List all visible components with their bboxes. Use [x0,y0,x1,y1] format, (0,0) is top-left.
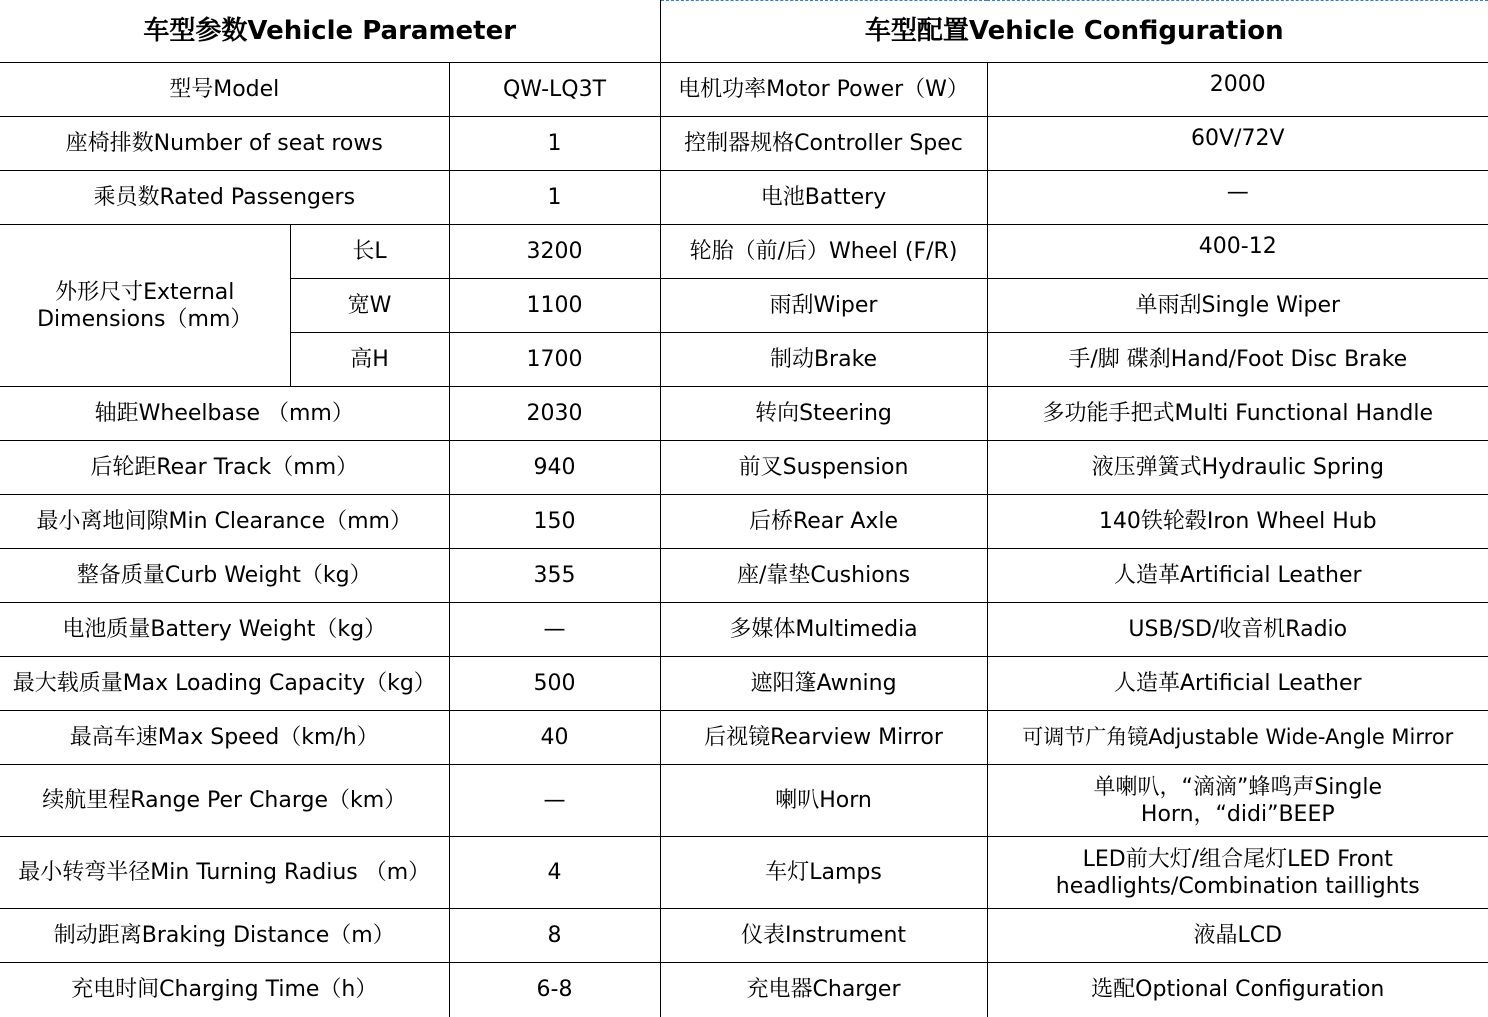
param-label-range: 续航里程Range Per Charge（km） [0,765,449,837]
config-value-instrument: 液晶LCD [987,909,1488,963]
table-header-row [0,1,1488,63]
param-value-max-loading: 500 [449,657,660,711]
lamps-value-text: LED前大灯/组合尾灯LED Front headlights/Combination taillights [1055,846,1420,899]
param-label-braking-distance: 制动距离Braking Distance（m） [0,909,449,963]
config-label-motor-power: 电机功率Motor Power（W） [660,63,987,117]
param-value-model: QW-LQ3T [449,63,660,117]
table-row [0,441,1488,495]
vehicle-parameter-header: 车型参数Vehicle Parameter [0,1,660,63]
vehicle-configuration-header: 车型配置Vehicle Configuration [660,1,1488,63]
param-value-height: 1700 [449,333,660,387]
table-row [0,387,1488,441]
config-value-wheel: 400-12 [987,225,1488,279]
config-value-horn [987,765,1488,837]
config-label-awning: 遮阳篷Awning [660,657,987,711]
param-value-curb-weight: 355 [449,549,660,603]
param-label-min-clearance: 最小离地间隙Min Clearance（mm） [0,495,449,549]
table-row [0,657,1488,711]
param-label-max-loading: 最大载质量Max Loading Capacity（kg） [0,657,449,711]
config-label-cushions: 座/靠垫Cushions [660,549,987,603]
config-value-cushions: 人造革Artificial Leather [987,549,1488,603]
horn-value-text: 单喇叭，“滴滴”蜂鸣声Single Horn，“didi”BEEP [1093,774,1382,827]
param-label-battery-weight: 电池质量Battery Weight（kg） [0,603,449,657]
config-label-brake: 制动Brake [660,333,987,387]
config-label-steering: 转向Steering [660,387,987,441]
config-value-mirror: 可调节广角镜Adjustable Wide-Angle Mirror [987,711,1488,765]
table-row [0,495,1488,549]
config-value-steering: 多功能手把式Multi Functional Handle [987,387,1488,441]
config-label-horn: 喇叭Horn [660,765,987,837]
config-value-rear-axle: 140铁轮毂Iron Wheel Hub [987,495,1488,549]
param-sublabel-width: 宽W [290,279,449,333]
param-value-range: — [449,765,660,837]
table-row [0,909,1488,963]
config-value-multimedia: USB/SD/收音机Radio [987,603,1488,657]
param-label-curb-weight: 整备质量Curb Weight（kg） [0,549,449,603]
table-row [0,171,1488,225]
config-label-suspension: 前叉Suspension [660,441,987,495]
config-value-battery: — [987,171,1488,225]
param-label-passengers: 乘员数Rated Passengers [0,171,449,225]
param-sublabel-length: 长L [290,225,449,279]
table-row [0,765,1488,837]
table-row [0,711,1488,765]
param-value-charging-time: 6-8 [449,963,660,1017]
table-row [0,837,1488,909]
param-value-max-speed: 40 [449,711,660,765]
param-label-model: 型号Model [0,63,449,117]
config-value-charger: 选配Optional Configuration [987,963,1488,1017]
param-value-min-clearance: 150 [449,495,660,549]
param-value-width: 1100 [449,279,660,333]
config-label-charger: 充电器Charger [660,963,987,1017]
config-label-instrument: 仪表Instrument [660,909,987,963]
param-label-turning-radius: 最小转弯半径Min Turning Radius （m） [0,837,449,909]
param-label-dimensions [0,225,290,387]
config-label-lamps: 车灯Lamps [660,837,987,909]
param-value-wheelbase: 2030 [449,387,660,441]
config-label-battery: 电池Battery [660,171,987,225]
config-label-mirror: 后视镜Rearview Mirror [660,711,987,765]
config-value-motor-power: 2000 [987,63,1488,117]
param-value-rear-track: 940 [449,441,660,495]
param-value-length: 3200 [449,225,660,279]
param-label-rear-track: 后轮距Rear Track（mm） [0,441,449,495]
param-sublabel-height: 高H [290,333,449,387]
config-value-brake: 手/脚 碟刹Hand/Foot Disc Brake [987,333,1488,387]
config-label-controller: 控制器规格Controller Spec [660,117,987,171]
config-value-awning: 人造革Artificial Leather [987,657,1488,711]
param-label-charging-time: 充电时间Charging Time（h） [0,963,449,1017]
table-row [0,963,1488,1017]
table-row [0,603,1488,657]
table-row [0,225,1488,279]
param-value-braking-distance: 8 [449,909,660,963]
config-value-suspension: 液压弹簧式Hydraulic Spring [987,441,1488,495]
table-row [0,549,1488,603]
config-value-lamps [987,837,1488,909]
config-label-wheel: 轮胎（前/后）Wheel (F/R) [660,225,987,279]
config-label-wiper: 雨刮Wiper [660,279,987,333]
table-row [0,63,1488,117]
param-label-wheelbase: 轴距Wheelbase （mm） [0,387,449,441]
param-value-passengers: 1 [449,171,660,225]
config-label-rear-axle: 后桥Rear Axle [660,495,987,549]
param-value-battery-weight: — [449,603,660,657]
param-label-seat-rows: 座椅排数Number of seat rows [0,117,449,171]
config-value-wiper: 单雨刮Single Wiper [987,279,1488,333]
dimensions-label-text: 外形尺寸External Dimensions（mm） [37,279,253,332]
param-label-max-speed: 最高车速Max Speed（km/h） [0,711,449,765]
config-value-controller: 60V/72V [987,117,1488,171]
table-row [0,117,1488,171]
param-value-turning-radius: 4 [449,837,660,909]
config-label-multimedia: 多媒体Multimedia [660,603,987,657]
param-value-seat-rows: 1 [449,117,660,171]
